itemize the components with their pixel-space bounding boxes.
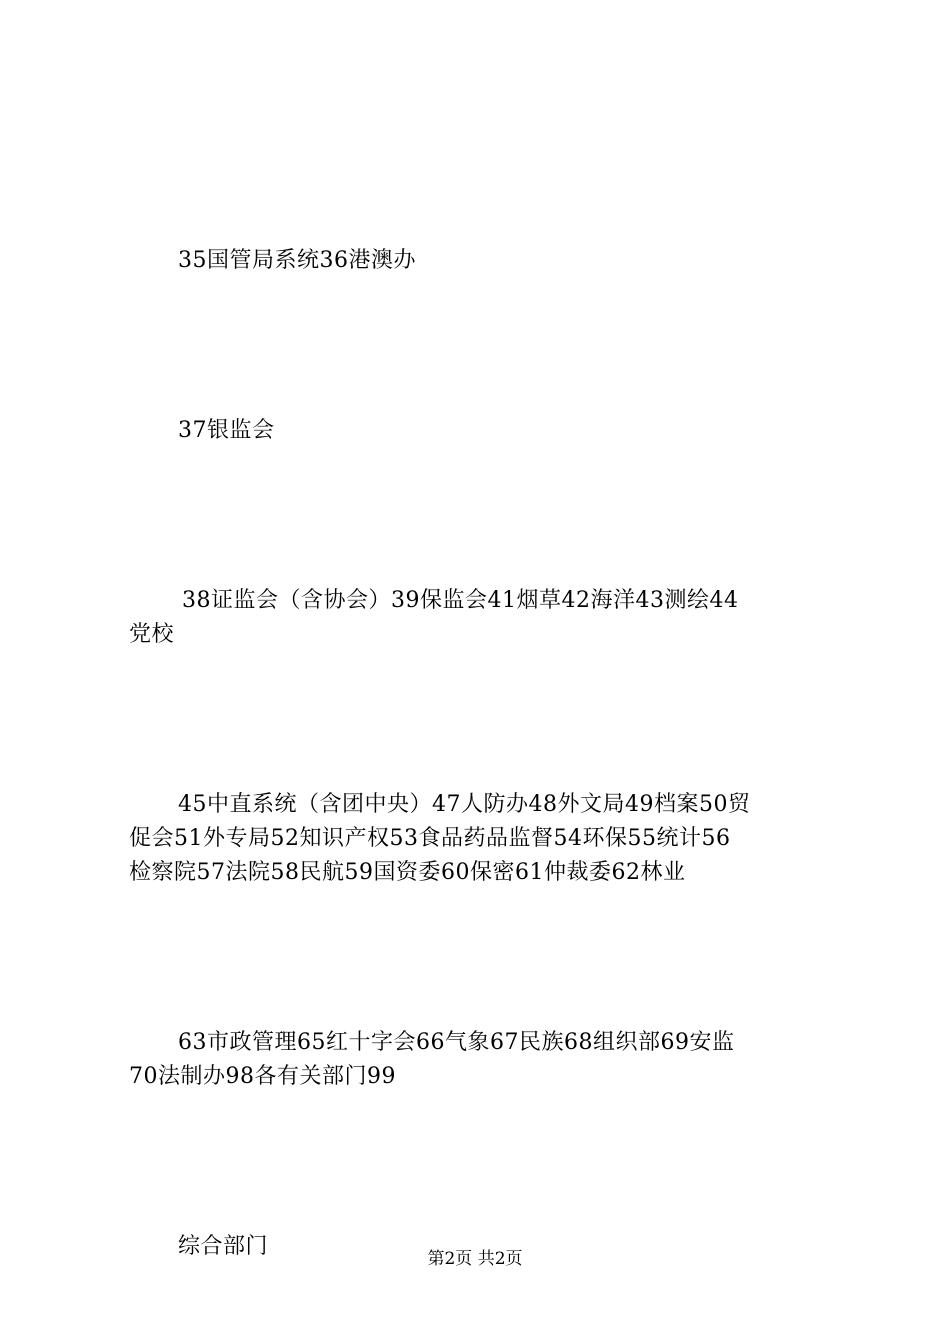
paragraph-4 (129, 720, 833, 958)
paragraph-5 (129, 958, 833, 1162)
text-line: 综合部门 (178, 1234, 269, 1259)
text-line: 70法制办98各有关部门99 (129, 1064, 396, 1089)
document-body (129, 176, 833, 1332)
text-line: 促会51外专局52知识产权53食品药品监督54环保55统计56 (129, 826, 731, 851)
paragraph-1 (129, 176, 833, 346)
text-line: 63市政管理65红十字会66气象67民族68组织部69安监 (178, 1030, 735, 1055)
page-number-label: 第2页 共2页 (427, 1249, 523, 1269)
paragraph-2 (129, 346, 833, 516)
text-line: 37银监会 (178, 418, 275, 443)
text-line: 38证监会（含协会）39保监会41烟草42海洋43测绘44 (182, 588, 739, 613)
text-line: 党校 (129, 622, 175, 647)
text-line: 35国管局系统36港澳办 (178, 248, 416, 273)
text-line: 45中直系统（含团中央）47人防办48外文局49档案50贸 (178, 792, 751, 817)
text-line: 检察院57法院58民航59国资委60保密61仲裁委62林业 (129, 860, 686, 885)
paragraph-3 (129, 516, 833, 720)
page-footer (0, 1244, 950, 1269)
